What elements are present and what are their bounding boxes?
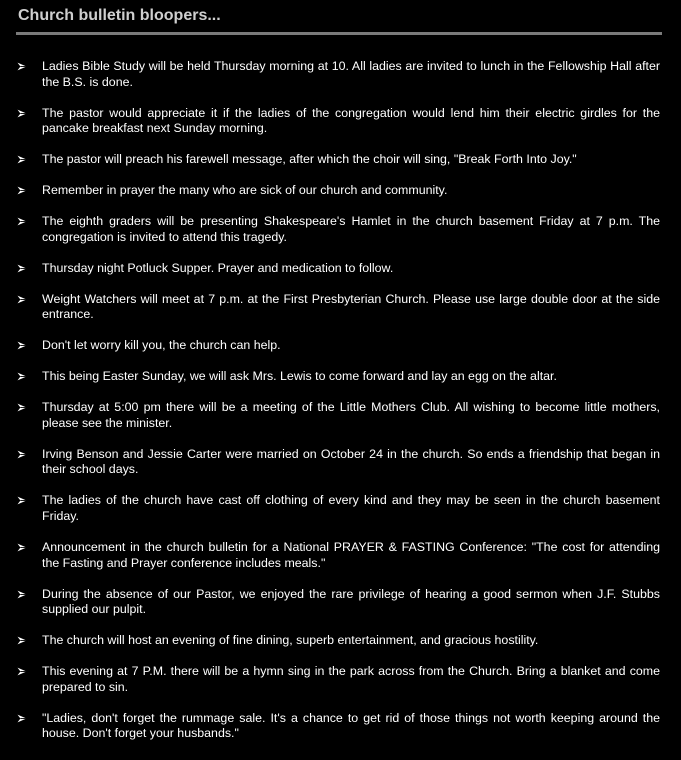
- arrowhead-bullet-icon: [17, 493, 29, 509]
- arrowhead-bullet-icon: [17, 540, 29, 556]
- list-item-text: Remember in prayer the many who are sick of our church and community.: [42, 183, 448, 198]
- list-item: [0, 540, 681, 571]
- arrowhead-bullet-icon: [17, 261, 29, 277]
- list-item-text: The church will host an evening of fine dining, superb entertainment, and gracious hostility.: [42, 633, 539, 648]
- arrowhead-bullet-icon: [17, 292, 29, 308]
- list-item: [0, 633, 681, 649]
- list-item: [0, 400, 681, 431]
- blooper-list: [0, 59, 681, 757]
- list-item: [0, 59, 681, 90]
- arrowhead-bullet-icon: [17, 152, 29, 168]
- list-item-text: The eighth graders will be presenting Shakespeare's Hamlet in the church basement Friday at 7 p.m. The congregation is invited to attend this tragedy.: [42, 214, 660, 244]
- list-item: [0, 493, 681, 524]
- arrowhead-bullet-icon: [17, 369, 29, 385]
- arrowhead-bullet-icon: [17, 59, 29, 75]
- list-item: [0, 447, 681, 478]
- list-item-text: During the absence of our Pastor, we enjoyed the rare privilege of hearing a good sermon when J.F. Stubbs supplied our pulpit.: [42, 586, 660, 617]
- list-item-text: Thursday night Potluck Supper. Prayer and medication to follow.: [42, 260, 394, 275]
- arrowhead-bullet-icon: [17, 633, 29, 649]
- list-item-text: The pastor would appreciate it if the ladies of the congregation would lend him their electric girdles for the pancake breakfast next Sunday morning.: [42, 105, 660, 136]
- list-item: [0, 261, 681, 277]
- list-item: [0, 338, 681, 354]
- list-item: [0, 106, 681, 137]
- arrowhead-bullet-icon: [17, 587, 29, 603]
- list-item-text: "Ladies, don't forget the rummage sale. It's a chance to get rid of those things not worth keeping around the house. Don't forget your husbands.": [42, 710, 660, 741]
- list-item-text: This evening at 7 P.M. there will be a hymn sing in the park across from the Church. Bring a blanket and come prepared to sin.: [42, 664, 660, 694]
- arrowhead-bullet-icon: [17, 183, 29, 199]
- list-item: [0, 711, 681, 742]
- list-item-text: Thursday at 5:00 pm there will be a meeting of the Little Mothers Club. All wishing to become little mothers, please see the minister.: [42, 400, 660, 430]
- list-item: [0, 587, 681, 618]
- arrowhead-bullet-icon: [17, 711, 29, 727]
- arrowhead-bullet-icon: [17, 214, 29, 230]
- list-item: [0, 292, 681, 323]
- list-item-text: Irving Benson and Jessie Carter were married on October 24 in the church. So ends a friendship that began in their school days.: [42, 446, 660, 477]
- list-item-text: The ladies of the church have cast off clothing of every kind and they may be seen in the church basement Friday.: [42, 493, 660, 523]
- list-item: [0, 183, 681, 199]
- page-title: Church bulletin bloopers...: [18, 7, 221, 24]
- arrowhead-bullet-icon: [17, 400, 29, 416]
- list-item-text: The pastor will preach his farewell message, after which the choir will sing, "Break Forth Into Joy.": [42, 152, 577, 167]
- list-item-text: This being Easter Sunday, we will ask Mrs. Lewis to come forward and lay an egg on the altar.: [42, 369, 557, 384]
- list-item-text: Ladies Bible Study will be held Thursday morning at 10. All ladies are invited to lunch in the Fellowship Hall after the B.S. is done.: [42, 59, 660, 89]
- list-item: [0, 664, 681, 695]
- list-item-text: Announcement in the church bulletin for a National PRAYER & FASTING Conference: "The cost for attending the Fasting and Prayer conference includes meals.": [42, 539, 660, 570]
- list-item: [0, 369, 681, 385]
- list-item: [0, 214, 681, 245]
- arrowhead-bullet-icon: [17, 664, 29, 680]
- arrowhead-bullet-icon: [17, 338, 29, 354]
- list-item-text: Weight Watchers will meet at 7 p.m. at the First Presbyterian Church. Please use large double door at the side entrance.: [42, 291, 660, 322]
- title-divider: [16, 32, 662, 35]
- list-item: [0, 152, 681, 168]
- arrowhead-bullet-icon: [17, 447, 29, 463]
- arrowhead-bullet-icon: [17, 106, 29, 122]
- list-item-text: Don't let worry kill you, the church can help.: [42, 338, 281, 353]
